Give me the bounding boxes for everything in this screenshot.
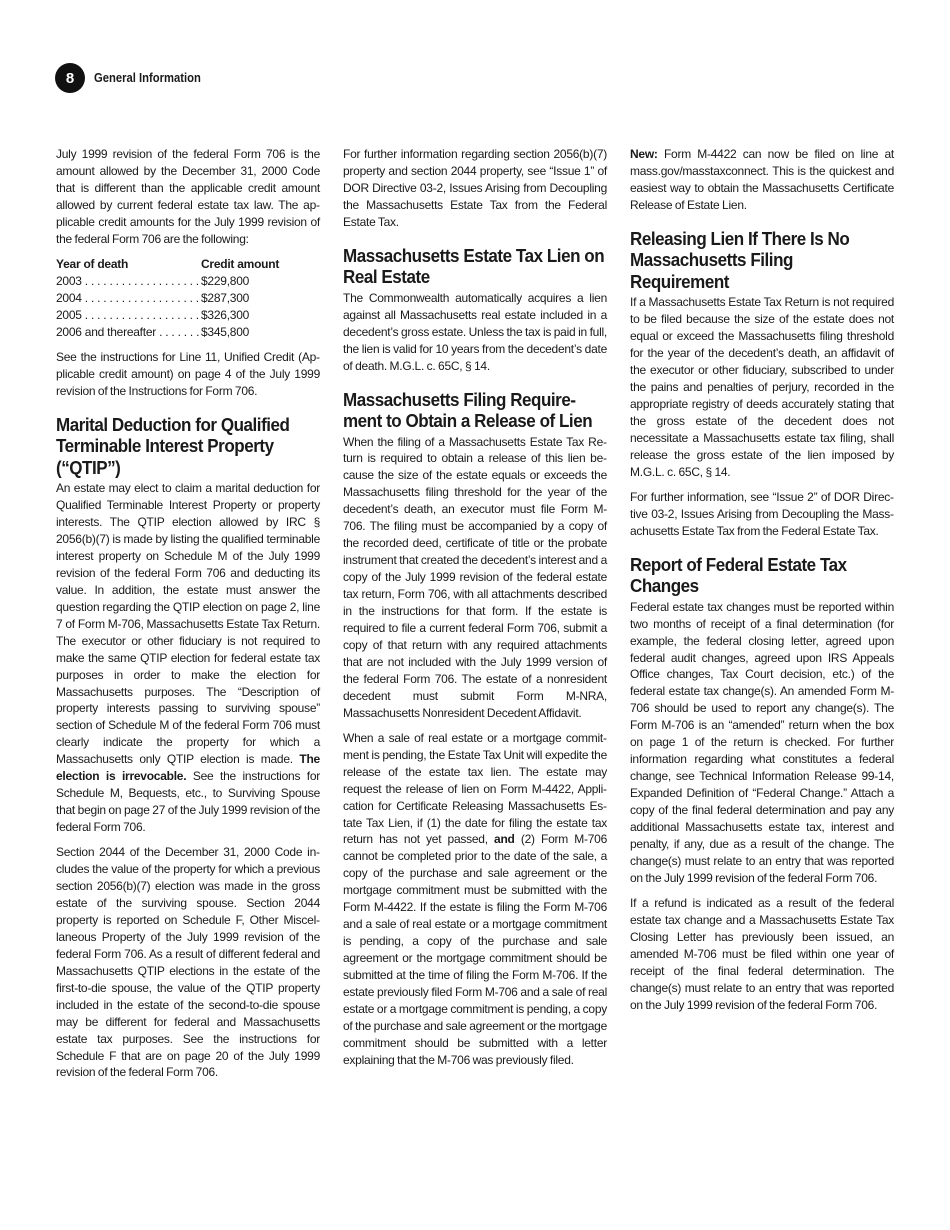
report-changes-paragraph: Federal estate tax changes must be reported within two months of receipt of a final determination (for example, the federal closing letter, agreed upon federal audit changes, agreed upon IRS Appeals Office changes, Tax Court decision, etc.) of the federal estate tax change(s). An amended Form M-706 should be used to report any change(s). The Form M-706 is an “amended” return when the box on page 1 of the return is checked. For further information regarding what constitutes a federal change, see Technical Information Release 99-14, Expanded Definition of “Federal Change.” Attach a copy of the final federal determination and pay any additional Massachusetts estate tax, interest and penalty, if any, due as a result of the change. The change(s) must relate to an entry that was reported on the July 1999 revision of the federal Form 706. <box>630 599 894 885</box>
page-header <box>55 63 213 93</box>
table-row <box>56 324 320 341</box>
amount-cell: $345,800 <box>201 324 250 339</box>
table-row <box>56 273 320 290</box>
page-number-badge: 8 <box>55 63 85 93</box>
year-cell: 2004 . . . <box>56 291 201 305</box>
refund-paragraph: If a refund is indicated as a result of the federal estate tax change and a Massachusetts Estate Tax Closing Letter has previously been issued, an amended M-706 must be filed within one year of receipt of the final federal determination. The change(s) must relate to an entry that was reported on the July 1999 revision of the federal Form 706. <box>630 895 894 1012</box>
column-1 <box>56 146 320 1089</box>
table-header-row <box>56 256 320 273</box>
amount-cell: $326,300 <box>201 307 250 322</box>
filing-requirement-paragraph: When the filing of a Massachusetts Estate Tax Return is required to obtain a release of this lien because the size of the estate equals or exceeds the Massachusetts filing threshold for the year of the decedent’s death, an executor must file Form M-706. The filing must be accompanied by a copy of the recorded deed, certificate of title or the probate instrument that created the decedent’s interest and a copy of the July 1999 revision of the federal estate tax return, Form 706, with all attachments described in the instructions for that form. If the estate is required to file a current federal Form 706, submit a copy of that return with any required attachments that are not included with the July 1999 version of the federal Form 706. The estate of a nonresident decedent must submit Form M-NRA, Massachusetts Nonresident Decedent Affidavit. <box>343 434 607 720</box>
new-label: New: <box>630 147 658 161</box>
year-cell: 2003 . . . <box>56 274 201 288</box>
and-emphasis: and <box>494 832 515 847</box>
sale-pending-paragraph: When a sale of real estate or a mortgage commitment is pending, the Estate Tax Unit will expedite the release of the estate tax lien. The estate may request the release of lien on Form M-4422, Application for Certificate Releasing Massachusetts Estate Tax Lien, if (1) the date for filing the estate tax return has not yet passed, and (2) Form M-706 cannot be completed prior to the date of the sale, a copy of the purchase and sale agreement or the mortgage commitment must be submitted with the Form M-4422. If the estate is filing the Form M-706 and a sale of real estate or a mortgage commitment is pending, a copy of the purchase and sale agreement or the mortgage commitment should be submitted at the time of filing the Form M-706. If the estate previously filed Form M-706 and a sale of real estate or a mortgage commitment is pending, a copy of the purchase and sale agreement or the mortgage commitment should be submitted with a letter explaining that the M-706 was previously filed. <box>343 730 607 1067</box>
column-2 <box>343 146 607 1077</box>
line-11-paragraph: See the instructions for Line 11, Unified Credit (Applicable credit amount) on page 4 of the July 1999 revision of the Instructions for Form 706. <box>56 349 320 398</box>
amount-cell: $229,800 <box>201 273 250 288</box>
amount-cell: $287,300 <box>201 290 250 305</box>
filing-requirement-heading: Massachusetts Filing Requirement to Obtain a Release of Lien <box>343 388 593 432</box>
releasing-lien-paragraph: If a Massachusetts Estate Tax Return is not required to be filed because the size of the estate does not equal or exceed the Massachusetts filing threshold for the year of the decedent’s death, an affidavit of the executor or other fiduciary, subscribed to under the pains and penalties of perjury, recorded in the appropriate registry of deeds accurately stating that the gross estate of the decedent does not necessitate a Massachusetts estate tax filing, shall release the gross estate of the lien imposed by M.G.L. c. 65C, § 14. <box>630 295 894 479</box>
report-changes-heading: Report of Federal Estate Tax Changes <box>630 553 847 597</box>
qtip-paragraph: An estate may elect to claim a marital deduction for Qualified Terminable Interest Property or property interests. The QTIP election allowed by IRC § 2056(b)(7) is made by listing the qualified terminable interest property on Schedule M of the July 1999 revision of the federal Form 706 and deducting its value. In addition, the estate must answer the question regarding the QTIP election on page 2, line 7 of Form M-706, Massachusetts Estate Tax Return. The executor or other fiduciary is not required to make the same QTIP election for federal estate tax purposes in order to make the election for Massachusetts purposes. The “Description of property interests passing to surviving spouse” section of Schedule M of the federal Form 706 must clearly indicate the property for which a Massachusetts only QTIP election is made. The election is irrevocable. See the instructions for Schedule M, Bequests, etc., to Surviving Spouse that begin on page 27 of the July 1999 revision of the federal Form 706. <box>56 481 320 835</box>
column-3 <box>630 146 894 1022</box>
column-header-year: Year of death <box>56 256 129 271</box>
year-cell: 2006 and thereafter . . . <box>56 325 201 339</box>
further-info-paragraph: For further information regarding section 2056(b)(7) property and section 2044 property, see “Issue 1” of DOR Directive 03-2, Issues Arising from Decoupling the Massachusetts Estate Tax from the Federal Estate Tax. <box>343 147 607 229</box>
section-2044-paragraph: Section 2044 of the December 31, 2000 Code includes the value of the property for which a previous section 2056(b)(7) election was made in the gross estate of the surviving spouse. Section 2044 property is reported on Schedule F, Other Miscellaneous Property of the July 1999 revision of the federal Form 706. As a result of different federal and Massachusetts QTIP elections in the estate of the first-to-die spouse, the value of the QTIP property included in the estate of the second-to-die spouse may be different for federal and Massachusetts estate tax purposes. See the instructions for Schedule F that are on page 20 of the July 1999 revision of the federal Form 706. <box>56 845 320 1080</box>
section-title: General Information <box>94 71 201 85</box>
lien-paragraph: The Commonwealth automatically acquires a lien against all Massachusetts real estate included in a decedent’s gross estate. Unless the tax is paid in full, the lien is valid for 10 years from the decedent’s date of death. M.G.L. c. 65C, § 14. <box>343 290 607 373</box>
qtip-heading: Marital Deduction for Qualified Terminable Interest Property (“QTIP”) <box>56 413 290 478</box>
releasing-lien-heading: Releasing Lien If There Is No Massachusetts Filing Requirement <box>630 227 850 292</box>
year-cell: 2005 . . . <box>56 308 201 322</box>
intro-paragraph: July 1999 revision of the federal Form 706 is the amount allowed by the December 31, 2000 Code that is different than the applicable credit amount allowed by current federal estate tax law. The applicable credit amounts for the July 1999 revision of the federal Form 706 are the following: <box>56 147 320 246</box>
credit-amount-table <box>56 256 320 341</box>
new-filing-paragraph: New: Form M-4422 can now be filed on line at mass.gov/masstaxconnect. This is the quickest and easiest way to obtain the Massachusetts Certificate Release of Estate Lien. <box>630 147 894 212</box>
table-row <box>56 290 320 307</box>
column-header-amount: Credit amount <box>201 256 280 271</box>
lien-heading: Massachusetts Estate Tax Lien on Real Estate <box>343 244 605 288</box>
table-row <box>56 307 320 324</box>
issue-2-paragraph: For further information, see “Issue 2” of DOR Directive 03-2, Issues Arising from Decoupling the Massachusetts Estate Tax from the Federal Estate Tax. <box>630 489 894 538</box>
irrevocable-emphasis: The election is irrevocable. <box>56 752 320 784</box>
